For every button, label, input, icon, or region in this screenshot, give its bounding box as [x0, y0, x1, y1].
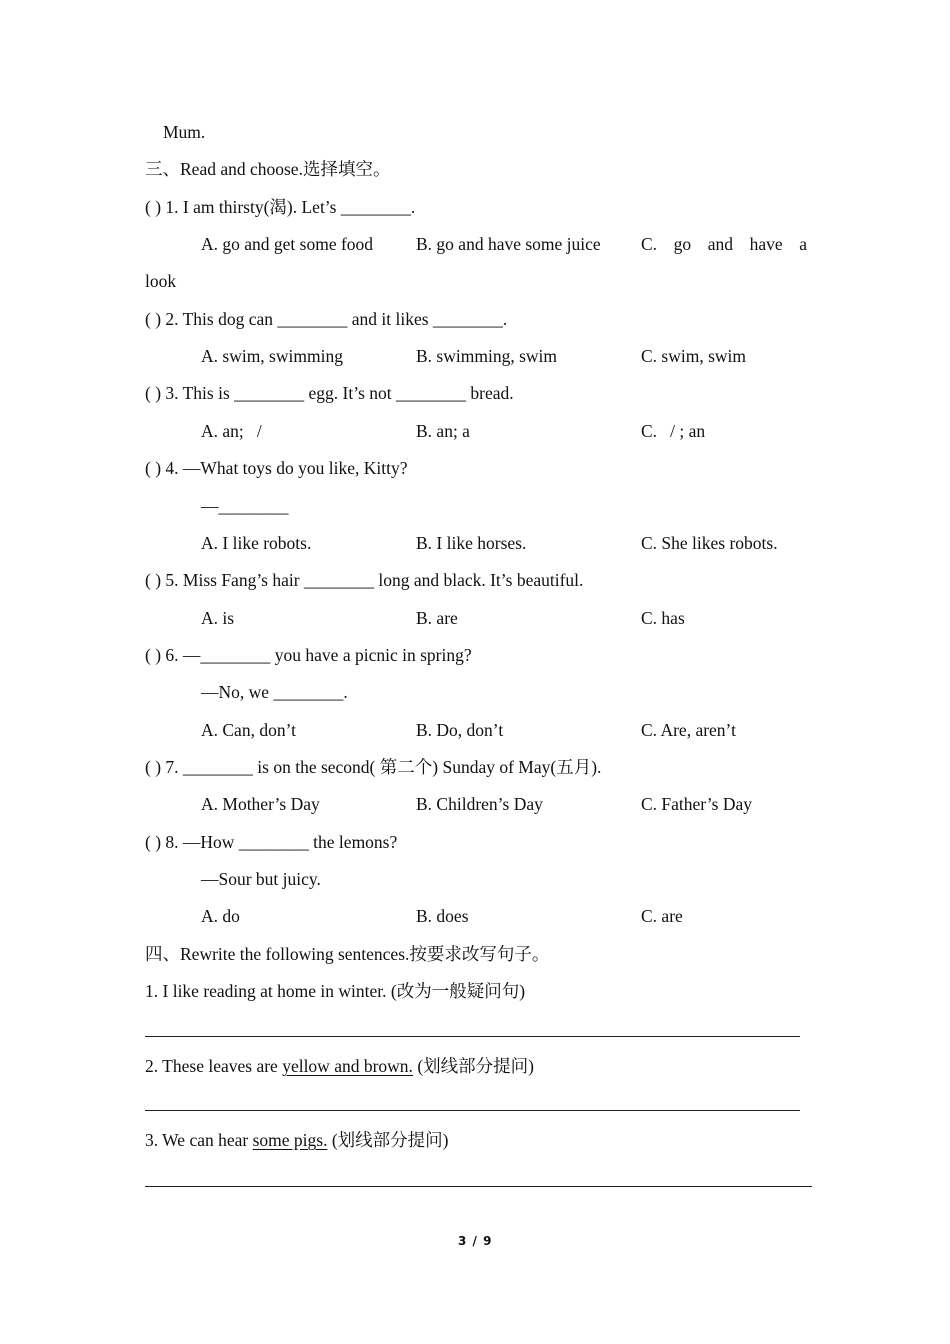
question-1-option-c-continuation: look [145, 271, 177, 291]
option-c-word: and [707, 234, 733, 254]
question-8-stem: ( ) 8. —How ________ the lemons? [145, 832, 398, 852]
question-7-option-c: C. Father’s Day [641, 794, 752, 814]
rewrite-3-post: (划线部分提问) [327, 1130, 449, 1150]
rewrite-2-prompt [145, 1055, 534, 1077]
question-1-option-b: B. go and have some juice [416, 234, 601, 254]
question-5-option-a: A. is [201, 608, 235, 628]
rewrite-2-underlined: yellow and brown. [282, 1056, 413, 1076]
answer-line-2[interactable] [145, 1110, 800, 1111]
rewrite-3-pre: 3. We can hear [145, 1130, 253, 1150]
question-7-option-b: B. Children’s Day [416, 794, 543, 814]
question-4-option-a: A. I like robots. [201, 533, 312, 553]
question-5-option-c: C. has [641, 608, 685, 628]
question-1-option-a: A. go and get some food [201, 234, 374, 254]
question-4-option-b: B. I like horses. [416, 533, 527, 553]
question-8-answer-line: —Sour but juicy. [201, 869, 321, 889]
question-6-option-b: B. Do, don’t [416, 720, 504, 740]
rewrite-2-post: (划线部分提问) [412, 1056, 534, 1076]
question-2-option-a: A. swim, swimming [201, 346, 343, 366]
page-number: 3 / 9 [458, 1234, 493, 1248]
option-c-word: a [799, 234, 807, 254]
question-5-option-b: B. are [416, 608, 458, 628]
question-6-answer-line: —No, we ________. [201, 682, 348, 702]
question-2-option-b: B. swimming, swim [416, 346, 557, 366]
question-8-option-c: C. are [641, 906, 683, 926]
rewrite-3-underlined: some pigs. [252, 1130, 328, 1150]
question-3-option-a: A. an; / [201, 421, 262, 441]
question-8-option-b: B. does [416, 906, 469, 926]
rewrite-1-prompt: 1. I like reading at home in winter. (改为一般疑问句) [145, 981, 526, 1001]
option-c-word: go [673, 234, 692, 254]
question-4-stem: ( ) 4. —What toys do you like, Kitty? [145, 458, 408, 478]
answer-line-3[interactable] [145, 1186, 812, 1187]
question-2-option-c: C. swim, swim [641, 346, 747, 366]
question-1-option-c [641, 233, 807, 255]
section-heading-3: 三、Read and choose.选择填空。 [145, 159, 391, 179]
question-2-stem: ( ) 2. This dog can ________ and it likes ________. [145, 309, 508, 329]
question-3-option-b: B. an; a [416, 421, 470, 441]
question-3-option-c: C. / ; an [641, 421, 706, 441]
question-1-stem: ( ) 1. I am thirsty(渴). Let’s ________. [145, 197, 416, 217]
option-c-word: have [749, 234, 783, 254]
question-6-option-c: C. Are, aren’t [641, 720, 736, 740]
rewrite-3-prompt [145, 1129, 449, 1151]
question-6-stem: ( ) 6. —________ you have a picnic in spring? [145, 645, 472, 665]
question-5-stem: ( ) 5. Miss Fang’s hair ________ long and black. It’s beautiful. [145, 570, 584, 590]
question-4-option-c: C. She likes robots. [641, 533, 778, 553]
rewrite-2-pre: 2. These leaves are [145, 1056, 283, 1076]
question-6-option-a: A. Can, don’t [201, 720, 296, 740]
question-4-answer-line: —________ [201, 496, 289, 516]
question-7-option-a: A. Mother’s Day [201, 794, 320, 814]
option-c-word: C. [641, 234, 658, 254]
continuation-text: Mum. [163, 122, 206, 142]
answer-line-1[interactable] [145, 1036, 800, 1037]
section-heading-4: 四、Rewrite the following sentences.按要求改写句子。 [145, 944, 550, 964]
question-7-stem: ( ) 7. ________ is on the second( 第二个) Sunday of May(五月). [145, 757, 602, 777]
question-3-stem: ( ) 3. This is ________ egg. It’s not ________ bread. [145, 383, 514, 403]
question-8-option-a: A. do [201, 906, 240, 926]
